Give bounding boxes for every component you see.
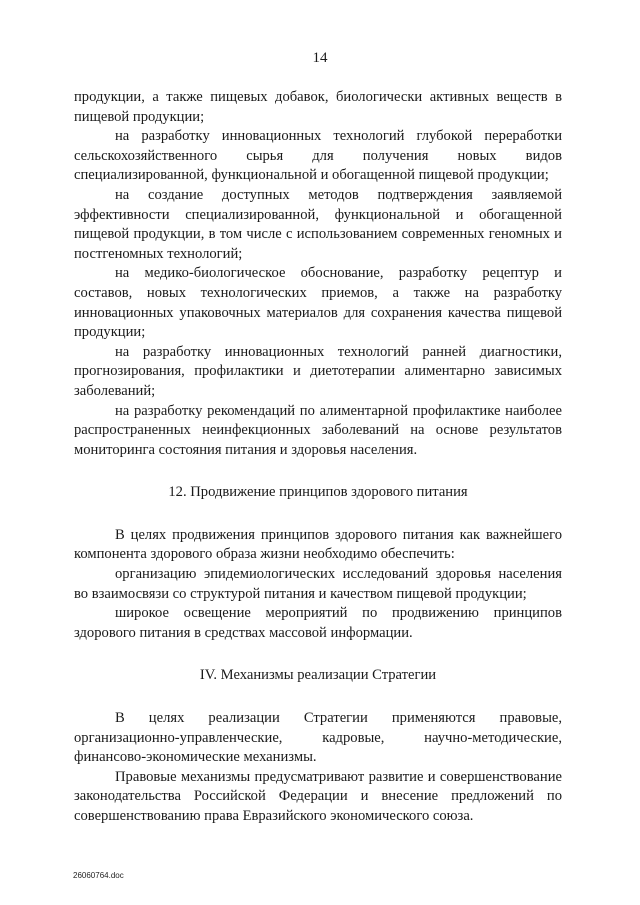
paragraph: Правовые механизмы предусматривают развитие и совершенствование законодательства Российской Федерации и внесение предложений по совершенствованию права Евразийского экономического союза. — [74, 768, 562, 824]
paragraph: на разработку рекомендаций по алиментарной профилактике наиболее распространенных неинфекционных заболеваний на основе результатов мониторинга состояния питания и здоровья населения. — [74, 402, 562, 458]
document-body — [74, 88, 562, 827]
section-heading-12: 12. Продвижение принципов здорового питания — [168, 484, 468, 501]
section-heading-iv: IV. Механизмы реализации Стратегии — [199, 667, 437, 684]
section-continuation — [74, 88, 562, 460]
paragraph: широкое освещение мероприятий по продвижению принципов здорового питания в средствах массовой информации. — [74, 605, 562, 641]
paragraph: на разработку инновационных технологий ранней диагностики, прогнозирования, профилактики и диетотерапии алиментарно зависимых заболеваний; — [74, 343, 562, 399]
section-iv — [74, 709, 562, 827]
paragraph: на создание доступных методов подтверждения заявляемой эффективности специализированной, функциональной и обогащенной пищевой продукции, в том числе с использованием современных геномных и постгеномных технологий; — [74, 186, 562, 262]
page-number: 14 — [312, 50, 328, 66]
paragraph: продукции, а также пищевых добавок, биологически активных веществ в пищевой продукции; — [74, 89, 562, 125]
paragraph: организацию эпидемиологических исследований здоровья населения во взаимосвязи со структурой питания и качеством пищевой продукции; — [74, 566, 562, 602]
paragraph: на медико-биологическое обоснование, разработку рецептур и составов, новых технологических приемов, а также на разработку инновационных упаковочных материалов для сохранения качества пищевой продукции; — [74, 265, 562, 341]
footer-filename: 26060764.doc — [73, 871, 124, 880]
paragraph: на разработку инновационных технологий глубокой переработки сельскохозяйственного сырья для получения новых видов специализированной, функциональной и обогащенной пищевой продукции; — [74, 128, 562, 184]
paragraph: В целях продвижения принципов здорового питания как важнейшего компонента здорового образа жизни необходимо обеспечить: — [74, 526, 562, 563]
section-12 — [74, 526, 562, 644]
paragraph: В целях реализации Стратегии применяются правовые, организационно-управленческие, кадровые, научно-методические, финансово-экономические механизмы. — [74, 710, 562, 766]
